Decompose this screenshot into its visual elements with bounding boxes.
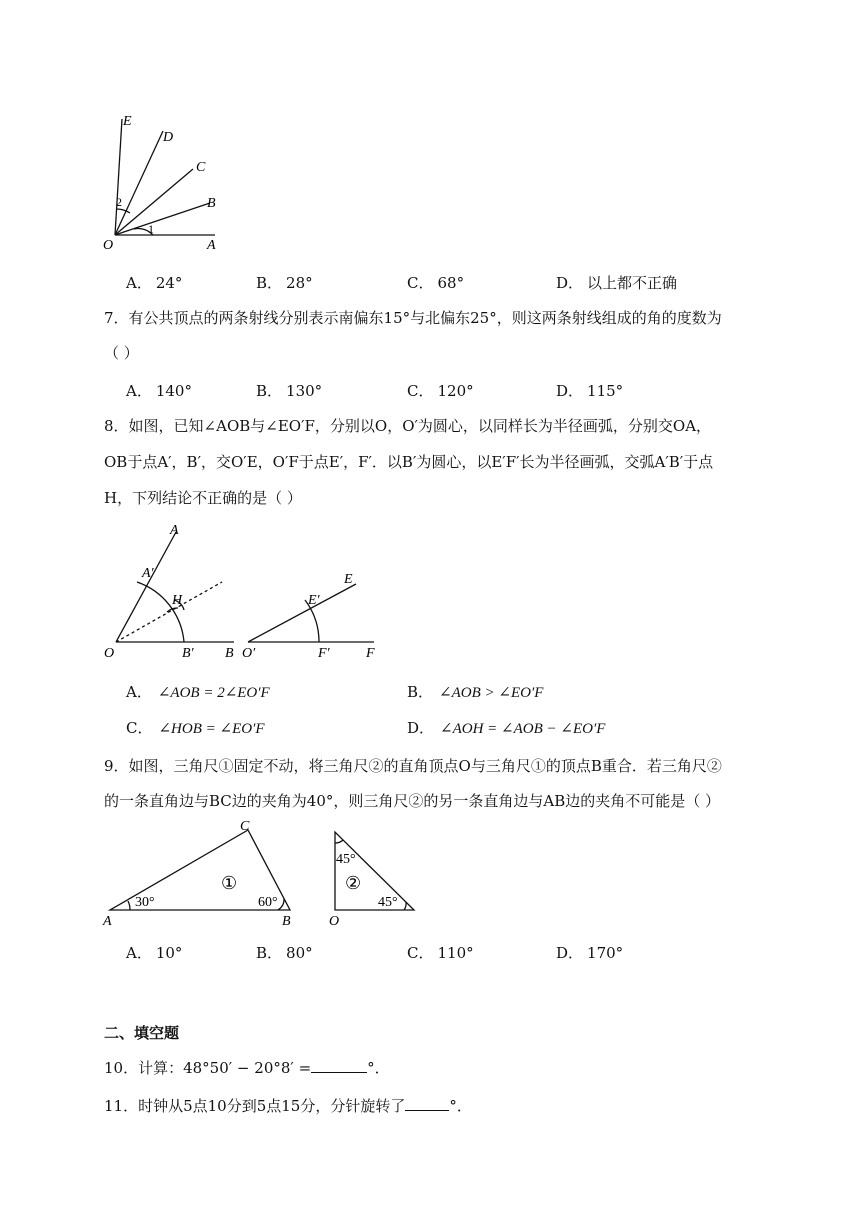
- q8-stem-line3: H，下列结论不正确的是（ ）: [104, 489, 302, 507]
- q6-label-d: D: [163, 130, 174, 145]
- q7-option-c[interactable]: C． 120°: [407, 382, 474, 400]
- q8-label-o-prime: O′: [242, 646, 256, 661]
- q8-option-b[interactable]: B． ∠AOB > ∠EO′F: [407, 683, 544, 701]
- q7-option-a[interactable]: A． 140°: [126, 382, 192, 400]
- q6-label-a: A: [207, 238, 216, 253]
- q9-option-b[interactable]: B． 80°: [256, 944, 313, 962]
- q10-stem: 10．计算：48°50′ − 20°8′ = °．: [104, 1059, 390, 1077]
- q9-label-b: B: [282, 914, 291, 929]
- q8-figure: [100, 520, 390, 665]
- q9-option-c[interactable]: C． 110°: [407, 944, 474, 962]
- q11-answer-blank[interactable]: [405, 1096, 449, 1111]
- section-title-fill-in: 二、填空题: [104, 1024, 180, 1042]
- q9-label-triangle2: ②: [345, 873, 362, 893]
- q8-label-a-prime: A′: [142, 566, 154, 581]
- q6-option-c[interactable]: C． 68°: [407, 274, 465, 292]
- q8-option-a[interactable]: A． ∠AOB = 2∠EO′F: [126, 683, 270, 701]
- q9-option-a[interactable]: A． 10°: [126, 944, 183, 962]
- q7-stem-line1: 7．有公共顶点的两条射线分别表示南偏东15°与北偏东25°，则这两条射线组成的角的度数为: [104, 309, 722, 327]
- q7-option-b[interactable]: B． 130°: [256, 382, 323, 400]
- q6-label-b: B: [207, 196, 216, 211]
- q9-label-60deg: 60°: [258, 895, 278, 910]
- q8-label-e: E: [344, 572, 353, 587]
- q6-label-c: C: [196, 160, 206, 175]
- q9-label-triangle1: ①: [221, 873, 238, 893]
- q8-stem-line2: OB于点A′，B′，交O′E，O′F于点E′，F′．以B′为圆心，以E′F′长为半径画弧，交弧A′B′于点: [104, 453, 714, 471]
- q8-label-o: O: [104, 646, 115, 661]
- q7-option-d[interactable]: D． 115°: [556, 382, 624, 400]
- q8-option-c[interactable]: C． ∠HOB = ∠EO′F: [126, 719, 265, 737]
- q9-label-30deg: 30°: [135, 895, 155, 910]
- q8-stem-line1: 8．如图，已知∠AOB与∠EO′F，分别以O，O′为圆心，以同样长为半径画弧，分别交OA，: [104, 417, 712, 435]
- q6-label-e: E: [123, 114, 132, 129]
- q9-figure: [100, 815, 430, 930]
- q9-stem-line1: 9．如图，三角尺①固定不动，将三角尺②的直角顶点O与三角尺①的顶点B重合．若三角尺②: [104, 757, 722, 775]
- q7-stem-line2: （ ）: [104, 344, 139, 362]
- q9-label-45deg-top: 45°: [336, 852, 356, 867]
- q8-label-a: A: [170, 523, 179, 538]
- q6-label-o: O: [103, 238, 114, 253]
- q8-label-e-prime: E′: [308, 593, 320, 608]
- q11-stem: 11．时钟从5点10分到5点15分，分针旋转了 °．: [104, 1097, 472, 1115]
- q9-label-a: A: [103, 914, 112, 929]
- q6-option-b[interactable]: B． 28°: [256, 274, 313, 292]
- q8-label-h: H: [172, 593, 183, 608]
- q8-label-b: B: [225, 646, 234, 661]
- q9-label-45deg-bottom: 45°: [378, 895, 398, 910]
- q9-option-d[interactable]: D． 170°: [556, 944, 624, 962]
- q6-option-a[interactable]: A． 24°: [126, 274, 183, 292]
- q8-label-f-prime: F′: [318, 646, 330, 661]
- q8-option-d[interactable]: D． ∠AOH = ∠AOB − ∠EO′F: [407, 719, 606, 737]
- q9-label-o: O: [329, 914, 340, 929]
- q8-label-f: F: [366, 646, 375, 661]
- q10-answer-blank[interactable]: [311, 1058, 367, 1073]
- q6-label-angle1: 1: [148, 222, 154, 236]
- q9-label-c: C: [240, 819, 250, 834]
- q6-angle-figure: [95, 105, 235, 255]
- q6-option-d[interactable]: D． 以上都不正确: [556, 274, 678, 292]
- q8-label-b-prime: B′: [182, 646, 194, 661]
- q9-stem-line2: 的一条直角边与BC边的夹角为40°，则三角尺②的另一条直角边与AB边的夹角不可能是（ ）: [104, 792, 720, 810]
- q6-label-angle2: 2: [116, 195, 122, 209]
